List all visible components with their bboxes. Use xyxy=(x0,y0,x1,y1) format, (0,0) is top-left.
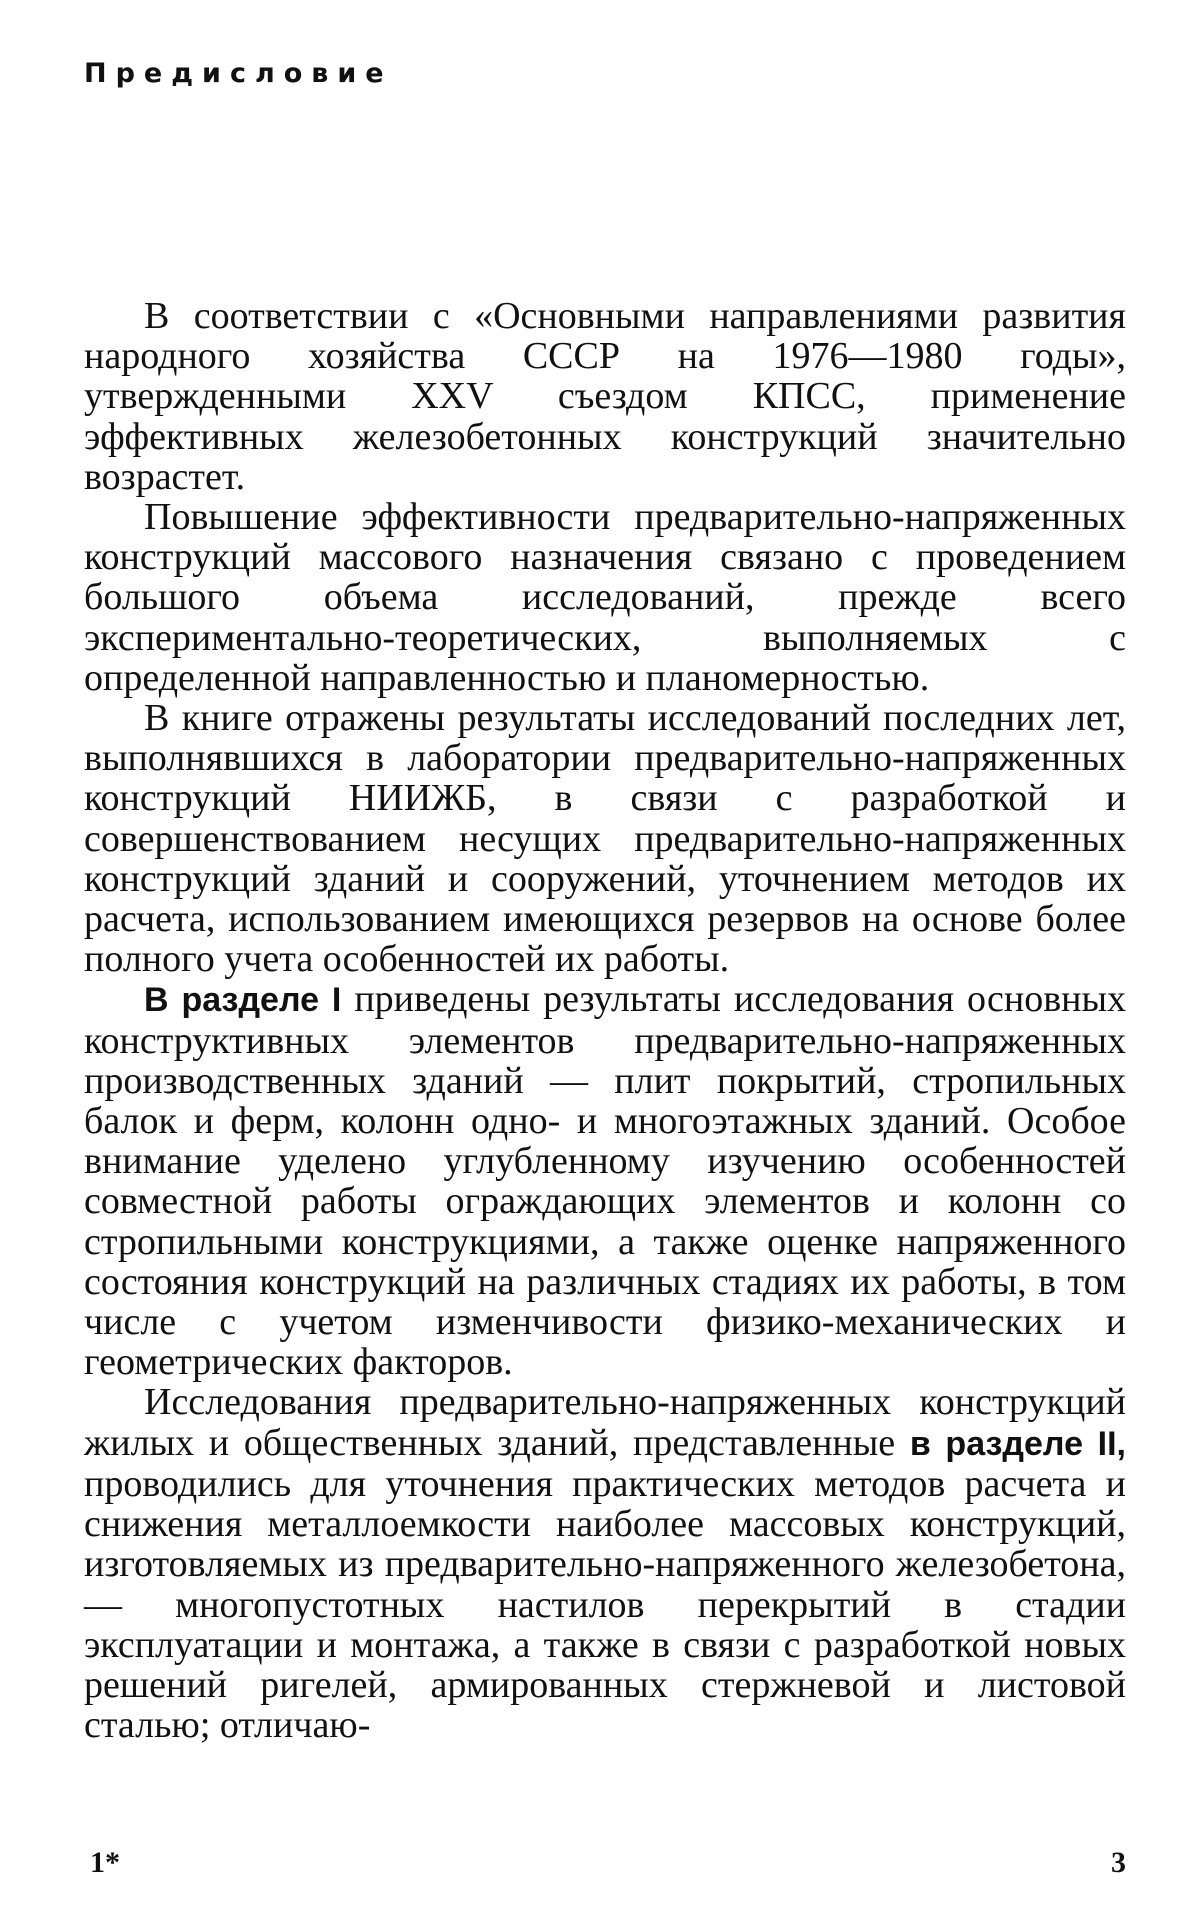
paragraph-3 xyxy=(84,698,1126,979)
paragraph-1 xyxy=(84,296,1126,497)
page-number: 3 xyxy=(1111,1846,1126,1879)
paragraph-5-text-before: Исследования предварительно-напряженных конструкций жилых и общественных зданий, представленные xyxy=(84,1381,1126,1464)
paragraph-5-text-after: проводились для уточнения практических методов расчета и снижения металлоемкости наиболее массовых конструкций, изготовляемых из предварительно-напряженного железобетона, — многопустотных настилов перекрытий в стадии эксплуатации и монтажа, а также в связи с разработкой новых решений ригелей, армированных стержневой и листовой сталью; отличаю- xyxy=(84,1462,1126,1747)
signature-mark: 1* xyxy=(90,1846,120,1879)
paragraph-5 xyxy=(84,1382,1126,1745)
section-heading: Предисловие xyxy=(84,58,393,89)
paragraph-4 xyxy=(84,979,1126,1382)
paragraph-2-text: Повышение эффективности предварительно-напряженных конструкций массового назначения связано с проведением большого объема исследований, прежде всего экспериментально-теоретических, выполняемых с определенной направленностью и планомерностью. xyxy=(84,496,1126,699)
section-reference-bold: в разделе II, xyxy=(909,1424,1126,1463)
paragraph-4-text: приведены результаты исследования основных конструктивных элементов предварительно-напряженных производственных зданий — плит покрытий, стропильных балок и ферм, колонн одно- и многоэтажных зданий. Особое внимание уделено углубленному изучению особенностей совместной работы ограждающих элементов и колонн со стропильными конструкциями, а также оценке напряженного состояния конструкций на различных стадиях их работы, в том числе с учетом изменчивости физико-механических и геометрических факторов. xyxy=(84,978,1127,1384)
section-reference-bold: В разделе I xyxy=(144,981,342,1020)
paragraph-3-text: В книге отражены результаты исследований последних лет, выполнявшихся в лаборатории предварительно-напряженных конструкций НИИЖБ, в связи с разработкой и совершенствованием несущих предварительно-напряженных конструкций зданий и сооружений, уточнением методов их расчета, использованием имеющихся резервов на основе более полного учета особенностей их работы. xyxy=(84,697,1126,981)
paragraph-2 xyxy=(84,497,1126,698)
body-text xyxy=(84,296,1126,1745)
page-footer xyxy=(84,1846,1126,1886)
paragraph-1-text: В соответствии с «Основными направлениями развития народного хозяйства СССР на 1976—1980 годы», утвержденными XXV съездом КПСС, применение эффективных железобетонных конструкций значительно возрастет. xyxy=(84,295,1126,498)
